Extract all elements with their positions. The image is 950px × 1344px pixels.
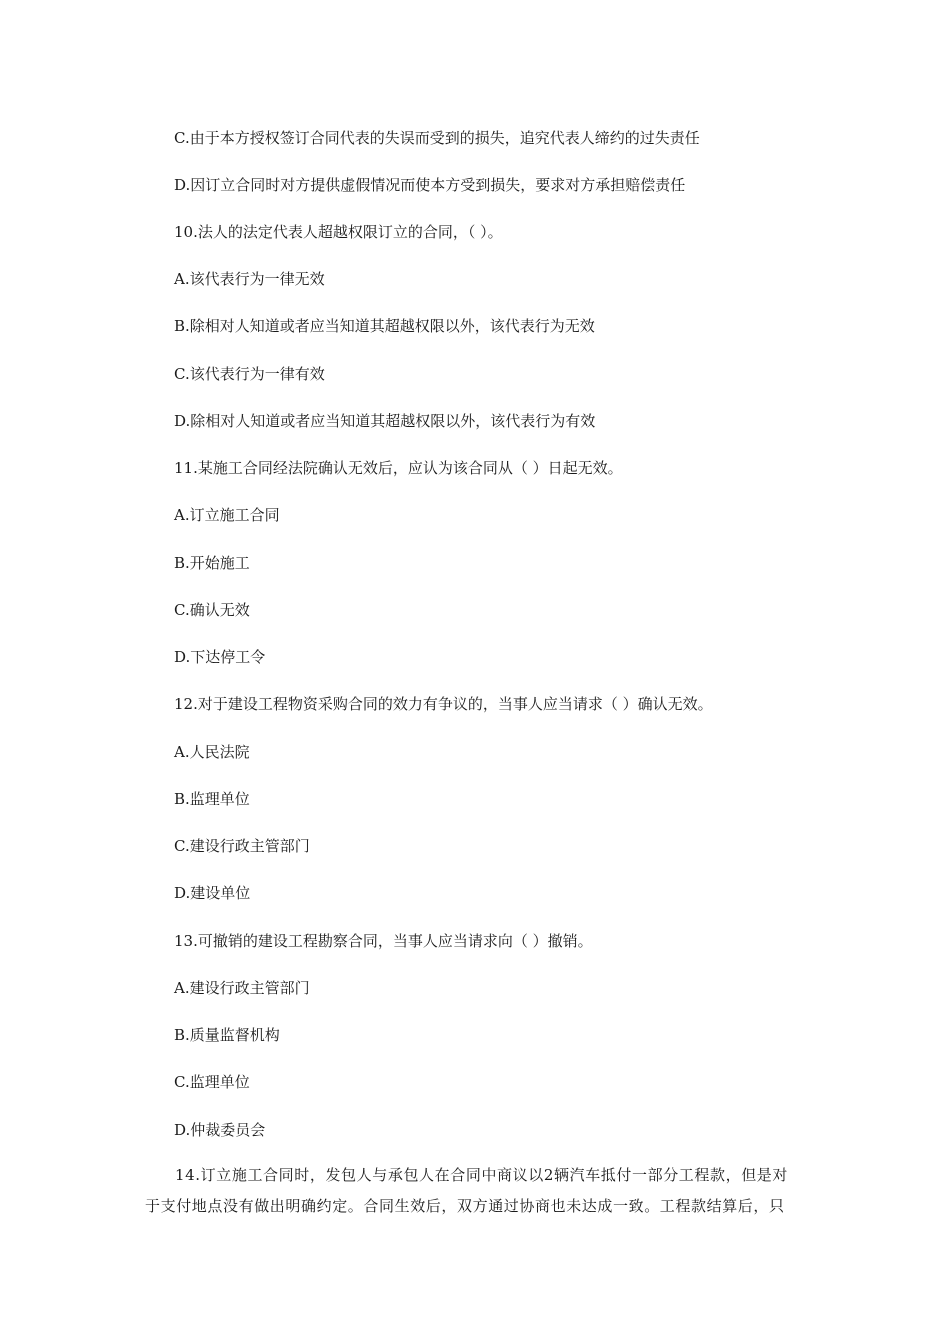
question-12: 12.对于建设工程物资采购合同的效力有争议的，当事人应当请求（ ）确认无效。 xyxy=(174,695,713,713)
option-13d: D.仲裁委员会 xyxy=(174,1121,266,1139)
option-10c: C.该代表行为一律有效 xyxy=(174,365,325,383)
option-13b: B.质量监督机构 xyxy=(174,1026,280,1044)
option-9d: D.因订立合同时对方提供虚假情况而使本方受到损失，要求对方承担赔偿责任 xyxy=(174,176,686,194)
option-13c: C.监理单位 xyxy=(174,1073,250,1091)
option-9c: C.由于本方授权签订合同代表的失误而受到的损失，追究代表人缔约的过失责任 xyxy=(174,129,700,147)
option-11d: D.下达停工令 xyxy=(174,648,266,666)
question-14: 14.订立施工合同时，发包人与承包人在合同中商议以2辆汽车抵付一部分工程款，但是对于支付地点没有做出明确约定。合同生效后，双方通过协商也未达成一致。工程款结算后，只 xyxy=(145,1166,789,1215)
option-12b: B.监理单位 xyxy=(174,790,250,808)
option-10d: D.除相对人知道或者应当知道其超越权限以外，该代表行为有效 xyxy=(174,412,596,430)
option-11a: A.订立施工合同 xyxy=(174,506,280,524)
option-12c: C.建设行政主管部门 xyxy=(174,837,310,855)
question-13: 13.可撤销的建设工程勘察合同，当事人应当请求向（ ）撤销。 xyxy=(174,932,593,950)
option-11c: C.确认无效 xyxy=(174,601,250,619)
question-11: 11.某施工合同经法院确认无效后，应认为该合同从（ ）日起无效。 xyxy=(174,459,623,477)
option-13a: A.建设行政主管部门 xyxy=(174,979,310,997)
option-11b: B.开始施工 xyxy=(174,554,250,572)
option-12d: D.建设单位 xyxy=(174,884,251,902)
option-12a: A.人民法院 xyxy=(174,743,250,761)
option-10b: B.除相对人知道或者应当知道其超越权限以外，该代表行为无效 xyxy=(174,317,595,335)
option-10a: A.该代表行为一律无效 xyxy=(174,270,325,288)
question-10: 10.法人的法定代表人超越权限订立的合同，（ ）。 xyxy=(174,223,503,241)
